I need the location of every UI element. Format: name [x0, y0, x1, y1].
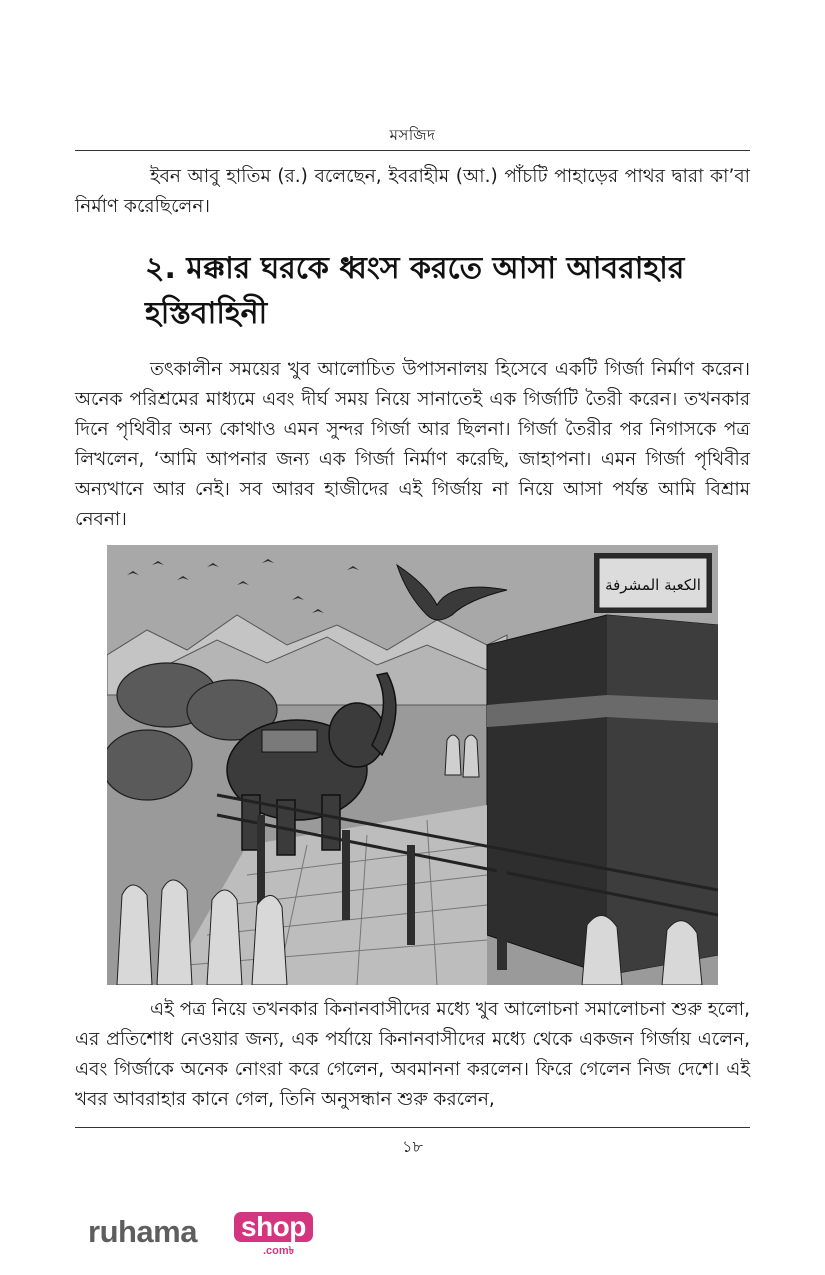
kaaba-sign-text: الكعبة المشرفة [605, 576, 701, 594]
logo-brand-text: ruhama [88, 1214, 197, 1249]
section-heading [145, 246, 725, 336]
footer-rule [75, 1127, 750, 1128]
page-number: ১৮ [402, 1137, 423, 1156]
section-heading-line-2: হস্তিবাহিনী [145, 296, 268, 331]
logo-domain-text: .com৳ [263, 1245, 295, 1257]
section-heading-line-1: ২. মক্কার ঘরকে ধ্বংস করতে আসা আবরাহার [145, 251, 685, 286]
running-header: মসজিদ [389, 126, 436, 144]
paragraph-intro: ইবন আবু হাতিম (র.) বলেছেন, ইবরাহীম (আ.) পাঁচটি পাহাড়ের পাথর দ্বারা কা’বা নির্মাণ করেছিলেন। [75, 166, 750, 217]
logo-shop-badge: shop [234, 1212, 313, 1242]
paragraph-church: তৎকালীন সময়ের খুব আলোচিত উপাসনালয় হিসেবে একটি গির্জা নির্মাণ করেন। অনেক পরিশ্রমের মাধ্যমে এবং দীর্ঘ সময় নিয়ে সানাতেই এক গির্জাটি তৈরী করেন। তখনকার দিনে পৃথিবীর অন্য কোথাও এমন সুন্দর গির্জা আর ছিলনা। গির্জা তৈরীর পর নিগাসকে পত্র লিখলেন, ‘আমি আপনার জন্য এক গির্জা নির্মাণ করেছি, জাহাপনা। এমন গির্জা পৃথিবীর অন্যখানে আর নেই। সব আরব হাজীদের এই গির্জায় না নিয়ে আসা পর্যন্ত আমি বিশ্রাম নেবনা। [75, 359, 750, 530]
paragraph-kinana: এই পত্র নিয়ে তখনকার কিনানবাসীদের মধ্যে খুব আলোচনা সমালোচনা শুরু হলো, এর প্রতিশোধ নেওয়ার জন্য, এক পর্যায়ে কিনানবাসীদের মধ্যে থেকে একজন গির্জায় এলেন, এবং গির্জাকে অনেক নোংরা করে গেলেন, অবমাননা করলেন। ফিরে গেলেন নিজ দেশে। এই খবর আবরাহার কানে গেল, তিনি অনুসন্ধান শুরু করলেন, [75, 999, 750, 1110]
elephant-army-illustration [107, 545, 718, 985]
header-rule [75, 150, 750, 151]
